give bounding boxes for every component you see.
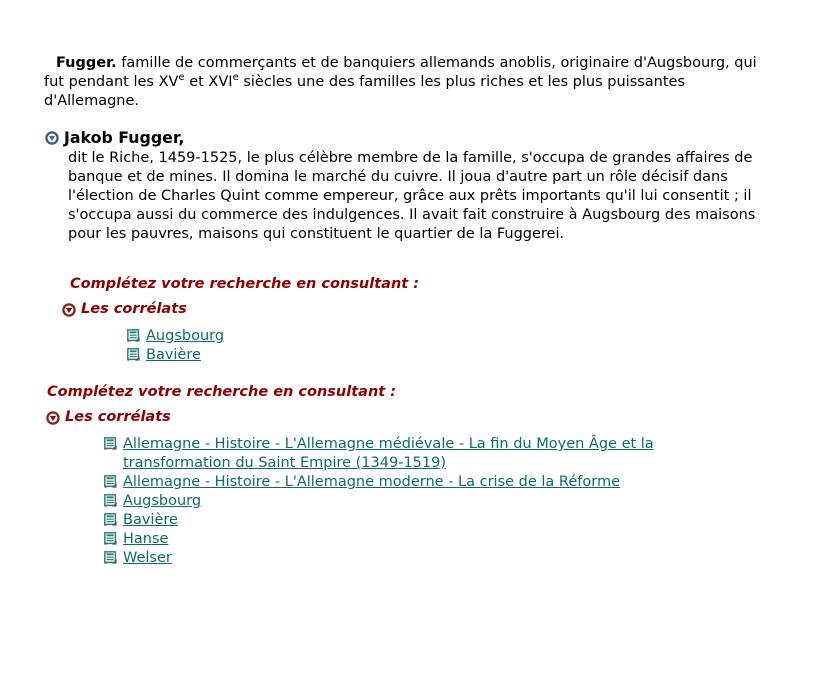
link-allemagne-moderne[interactable]: Allemagne - Histoire - L'Allemagne moderne - La crise de la Réforme xyxy=(123,474,620,490)
entry-title: Jakob Fugger, xyxy=(64,128,185,147)
link-welser[interactable]: Welser xyxy=(123,550,172,566)
entry-body: dit le Riche, 1459-1525, le plus célèbre membre de la famille, s'occupa de grandes affaires de banque et de mines. Il domina le marché du cuivre. Il joua d'autre part un rôle décisif dans l'élection de Charles Quint comme empereur, grâce aux prêts importants qu'il lui consentit ; il s'occupa aussi du commerce des indulgences. Il avait fait construire à Augsbourg des maisons pour les pauvres, maisons qui constituent le quartier de la Fuggerei. xyxy=(68,150,756,242)
article-document-icon[interactable] xyxy=(104,551,117,564)
entry-header xyxy=(45,128,828,147)
list-item xyxy=(104,511,694,530)
circle-arrow-down-icon xyxy=(46,411,60,425)
article-document-icon[interactable] xyxy=(127,348,140,361)
list-item xyxy=(127,346,828,365)
lead-paragraph: Fugger. famille de commerçants et de banquiers allemands anoblis, originaire d'Augsbourg, qui fut pendant les XVe et XVIe siècles une des familles les plus riches et les plus puissantes d'Allemagne. xyxy=(44,55,757,109)
related-section-outer xyxy=(47,383,828,568)
list-item xyxy=(104,549,694,568)
article-document-icon[interactable] xyxy=(104,494,117,507)
article-document-icon[interactable] xyxy=(104,475,117,488)
circle-arrow-down-icon xyxy=(45,131,59,145)
ordinal-superscript: e xyxy=(232,72,239,84)
link-augsbourg[interactable]: Augsbourg xyxy=(123,493,202,509)
link-baviere[interactable]: Bavière xyxy=(123,512,178,528)
article-document-icon[interactable] xyxy=(104,532,117,545)
link-hanse[interactable]: Hanse xyxy=(123,531,169,547)
correlates-row xyxy=(46,408,828,427)
related-heading: Complétez votre recherche en consultant : xyxy=(70,276,420,292)
article-document-icon[interactable] xyxy=(104,437,117,450)
link-augsbourg[interactable]: Augsbourg xyxy=(146,328,225,344)
list-item xyxy=(104,473,694,492)
list-item xyxy=(104,530,694,549)
correlates-label: Les corrélats xyxy=(81,301,187,317)
correlates-label: Les corrélats xyxy=(65,409,171,425)
correlates-row xyxy=(62,300,828,319)
article-document-icon[interactable] xyxy=(104,513,117,526)
entry-jakob-fugger xyxy=(0,128,828,365)
list-item xyxy=(127,327,828,346)
article-document-icon[interactable] xyxy=(127,329,140,342)
circle-arrow-down-icon xyxy=(62,303,76,317)
related-heading: Complétez votre recherche en consultant : xyxy=(47,384,397,400)
related-links-inner xyxy=(127,327,828,365)
list-item xyxy=(104,492,694,511)
list-item xyxy=(104,435,694,473)
related-links-outer xyxy=(104,435,828,568)
related-section-inner xyxy=(70,275,828,365)
encyclopedia-article-page xyxy=(0,54,828,678)
article-term: Fugger. xyxy=(56,55,117,71)
ordinal-superscript: e xyxy=(178,72,185,84)
link-allemagne-medievale[interactable]: Allemagne - Histoire - L'Allemagne médiévale - La fin du Moyen Âge et la transformation du Saint Empire (1349-1519) xyxy=(123,436,654,471)
link-baviere[interactable]: Bavière xyxy=(146,347,201,363)
